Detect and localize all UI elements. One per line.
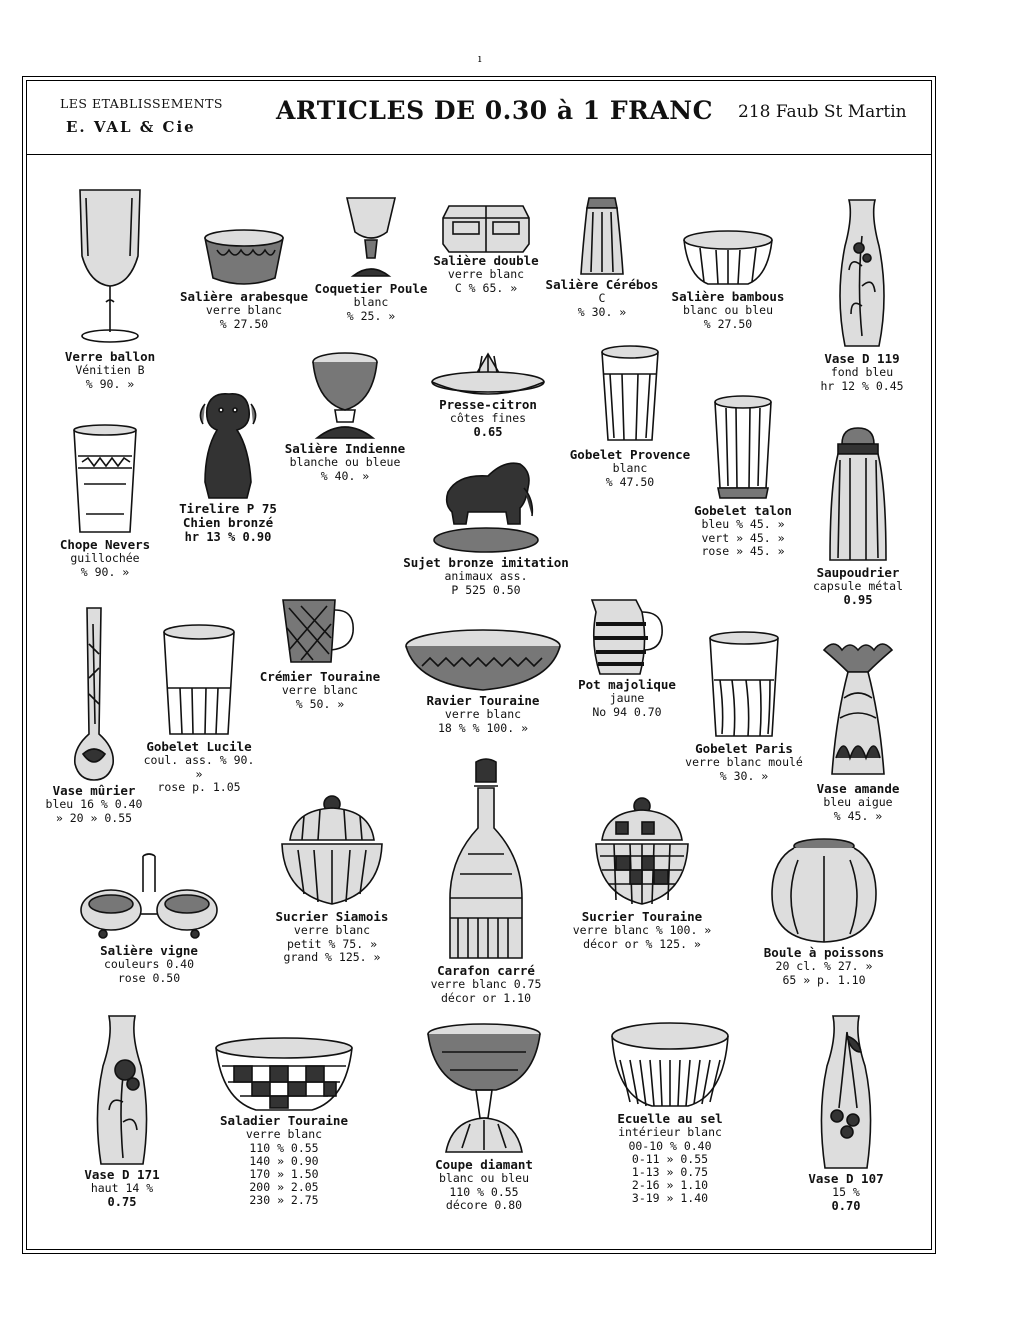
item-gobelet-provence <box>560 344 700 489</box>
footed-salt-cellar-illustration <box>307 350 383 442</box>
item-saliere-cerebos <box>544 194 660 319</box>
cherry-vase-illustration <box>813 1012 879 1172</box>
sugar-shaker-illustration <box>826 426 890 566</box>
item-caption: Vase D 107 15 % 0.70 <box>808 1171 884 1213</box>
establishment-line1: LES ETABLISSEMENTS <box>60 96 223 111</box>
item-caption: Pot majolique jaune No 94 0.70 <box>578 677 676 719</box>
item-gobelet-talon <box>690 394 796 558</box>
item-caption: Gobelet Paris verre blanc moulé % 30. » <box>685 741 803 783</box>
heeled-tumbler-illustration <box>710 394 776 504</box>
item-caption: Presse-citron côtes fines 0.65 <box>439 397 537 439</box>
salt-shaker-illustration <box>577 194 627 278</box>
item-caption: Ravier Touraine verre blanc 18 % % 100. » <box>426 693 540 735</box>
item-gobelet-lucile <box>140 624 258 794</box>
item-caption: Salière double verre blanc C % 65. » <box>433 253 539 295</box>
item-ravier-touraine <box>398 626 568 735</box>
bud-vase-illustration <box>69 604 119 784</box>
item-saliere-indienne <box>282 350 408 483</box>
item-caption: Gobelet Provence blanc % 47.50 <box>569 447 691 489</box>
item-caption: Salière Indienne blanche ou bleue % 40. » <box>284 441 406 483</box>
item-caption: Salière vigne couleurs 0.40 rose 0.50 <box>100 943 198 985</box>
fluted-vase-illustration <box>820 638 896 782</box>
lemon-squeezer-illustration <box>426 352 550 398</box>
item-boule-poissons <box>760 836 888 987</box>
item-caption: Vase mûrier bleu 16 % 0.40 » 20 » 0.55 <box>45 783 143 825</box>
item-caption: Vase D 119 fond bleu hr 12 % 0.45 <box>820 351 904 393</box>
catalog-title: ARTICLES DE 0.30 à 1 FRANC <box>276 96 714 125</box>
catalog-header <box>26 80 932 155</box>
covered-sugar-bowl-illustration <box>276 794 388 910</box>
item-caption: Crémier Touraine verre blanc % 50. » <box>259 669 381 711</box>
checkered-sugar-bowl-illustration <box>590 796 694 910</box>
page-number: ı <box>478 52 482 65</box>
item-caption: Salière bambous blanc ou bleu % 27.50 <box>671 289 785 331</box>
item-coquetier-poule <box>312 192 430 323</box>
item-coupe-diamant <box>414 1020 554 1212</box>
footed-bowl-illustration <box>422 1020 546 1158</box>
salad-bowl-illustration <box>212 1036 356 1114</box>
item-caption: Coupe diamant blanc ou bleu 110 % 0.55 décore 0.80 <box>435 1157 533 1212</box>
item-sujet-bronze <box>398 452 574 597</box>
item-tirelire <box>176 390 280 545</box>
item-caption: Tirelire P 75 Chien bronzé hr 13 % 0.90 <box>179 501 277 544</box>
item-vase-amande <box>806 638 910 823</box>
item-sucrier-touraine <box>572 796 712 951</box>
double-salt-vine-illustration <box>77 852 221 944</box>
item-saladier-touraine <box>206 1036 362 1208</box>
item-caption: Carafon carré verre blanc 0.75 décor or 1.10 <box>430 963 542 1005</box>
item-caption: Salière arabesque verre blanc % 27.50 <box>180 289 308 331</box>
item-caption: Saupoudrier capsule métal 0.95 <box>812 565 903 607</box>
item-verre-ballon <box>50 186 170 391</box>
item-gobelet-paris <box>676 630 812 783</box>
item-caption: Salière Cérébos C % 30. » <box>545 277 659 319</box>
item-saliere-bambous <box>664 228 792 331</box>
item-cremier-touraine <box>256 594 384 711</box>
tumbler-engraved-illustration <box>70 424 140 538</box>
salt-cellar-bamboo-illustration <box>678 228 778 290</box>
salt-bowl-illustration <box>608 1020 732 1112</box>
item-presse-citron <box>420 352 556 439</box>
item-ecuelle-sel <box>598 1020 742 1206</box>
dog-money-box-illustration <box>191 390 265 502</box>
item-caption: Verre ballon Vénitien B % 90. » <box>64 349 156 391</box>
wine-glass-illustration <box>70 186 150 350</box>
decanter-illustration <box>444 758 528 964</box>
item-caption: Gobelet talon bleu % 45. » vert » 45. » rose » 45. » <box>694 503 792 558</box>
item-caption: Gobelet Lucile coul. ass. % 90. » rose p. 1.05 <box>143 739 255 794</box>
egg-cup-illustration <box>341 192 401 282</box>
item-saliere-arabesque <box>176 226 312 331</box>
molded-tumbler-illustration <box>706 630 782 742</box>
cream-jug-illustration <box>279 594 361 670</box>
item-caption: Sucrier Touraine verre blanc % 100. » décor or % 125. » <box>572 909 712 951</box>
item-caption: Chope Nevers guillochée % 90. » <box>59 537 151 579</box>
item-caption: Ecuelle au sel intérieur blanc 00-10 % 0.40 0-11 » 0.55 1-13 » 0.75 2-16 » 1.10 3-19 » 1.40 <box>617 1111 723 1206</box>
item-caption: Sucrier Siamois verre blanc petit % 75. » grand % 125. » <box>275 909 389 964</box>
establishment-line2: E. VAL & Cie <box>66 118 196 136</box>
item-caption: Boule à poissons 20 cl. % 27. » 65 » p. 1.10 <box>763 945 885 987</box>
item-caption: Vase D 171 haut 14 % 0.75 <box>84 1167 160 1209</box>
item-saupoudrier <box>808 426 908 607</box>
item-vase-d107 <box>798 1012 894 1213</box>
item-chope-nevers <box>52 424 158 579</box>
item-pot-majolique <box>572 594 682 719</box>
item-caption: Coquetier Poule blanc % 25. » <box>314 281 428 323</box>
vase-illustration <box>831 196 893 352</box>
item-caption: Sujet bronze imitation animaux ass. P 525 0.50 <box>403 555 569 597</box>
item-vase-d119 <box>806 196 918 393</box>
item-saliere-vigne <box>76 852 222 985</box>
item-caption: Vase amande bleu aigue % 45. » <box>816 781 900 823</box>
majolica-jug-illustration <box>586 594 668 678</box>
painted-vase-illustration <box>89 1012 155 1168</box>
faceted-tumbler-illustration <box>160 624 238 740</box>
item-carafon-carre <box>426 758 546 1005</box>
item-vase-murier <box>38 604 150 825</box>
item-vase-d171 <box>74 1012 170 1209</box>
oval-dish-illustration <box>402 626 564 694</box>
tumbler-illustration <box>598 344 662 448</box>
item-caption: Saladier Touraine verre blanc 110 % 0.55 140 » 0.90 170 » 1.50 200 » 2.05 230 » 2.75 <box>220 1113 348 1208</box>
item-sucrier-siamois <box>266 794 398 964</box>
double-salt-cellar-illustration <box>439 200 533 254</box>
salt-cellar-illustration <box>199 226 289 290</box>
catalog-address: 218 Faub St Martin <box>738 102 907 122</box>
elephant-figurine-illustration <box>428 452 544 556</box>
item-saliere-double <box>426 200 546 295</box>
fish-bowl-illustration <box>768 836 880 946</box>
